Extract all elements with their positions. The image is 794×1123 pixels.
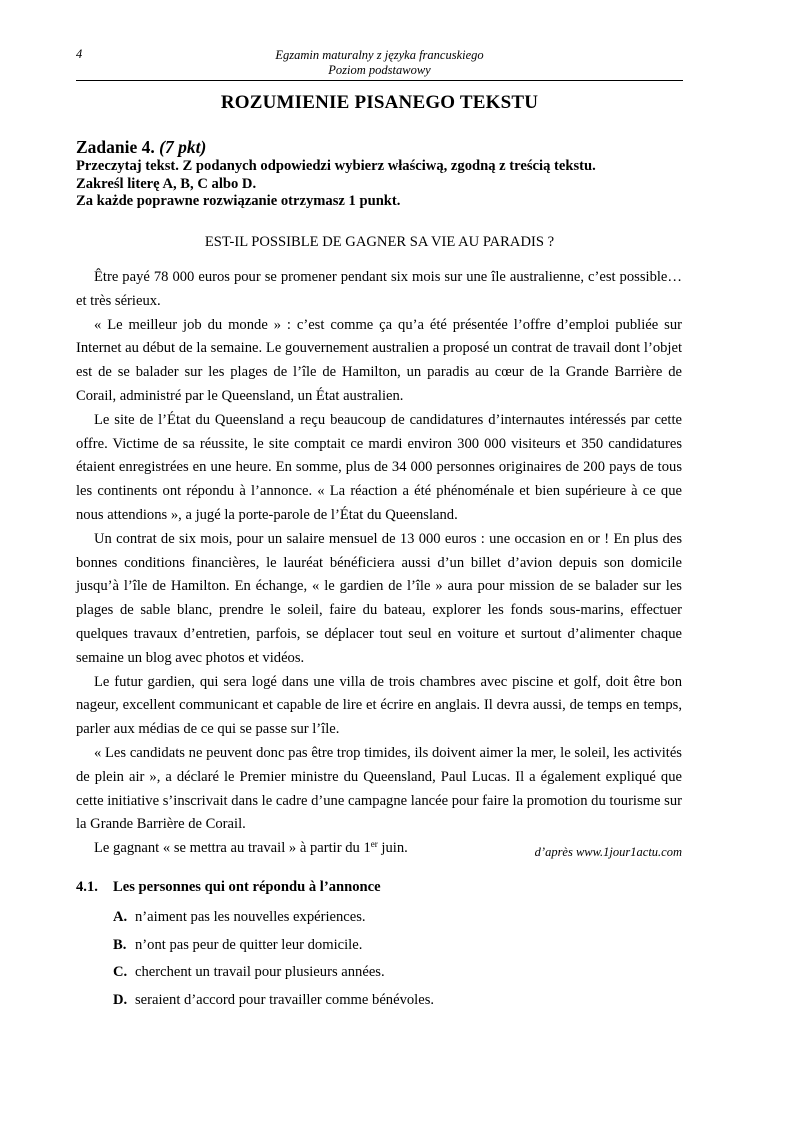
- article-paragraph-6: « Les candidats ne peuvent donc pas être trop timides, ils doivent aimer la mer, le soleil, les activités de plein air », a déclaré le Premier ministre du Queensland, Paul Lucas. Il a également expliqué que cette initiative s’inscrivait dans le cadre d’une campagne lancée pour faire la promotion du tourisme sur la Grande Barrière de Corail.: [76, 744, 682, 833]
- task-points: (7 pkt): [159, 137, 207, 157]
- article-source: d’après www.1jour1actu.com: [534, 845, 682, 859]
- article-paragraph-2: « Le meilleur job du monde » : c’est comme ça qu’a été présentée l’offre d’emploi publiée sur Internet au début de la semaine. Le gouvernement australien a proposé un contrat de travail dont l’objet est de se balader sur les plages de l’île de Hamilton, un paradis au cœur de la Grande Barrière de Corail, administré par le Queensland, un État australien.: [76, 316, 682, 404]
- section-title: ROZUMIENIE PISANEGO TEKSTU: [220, 92, 539, 113]
- option-letter[interactable]: A.: [113, 909, 128, 925]
- option-letter[interactable]: D.: [113, 991, 128, 1008]
- task-instruction-1: Przeczytaj tekst. Z podanych odpowiedzi wybierz właściwą, zgodną z treścią tekstu.: [76, 158, 596, 174]
- option-a[interactable]: [113, 904, 682, 932]
- option-text: n’aiment pas les nouvelles expériences.: [135, 909, 366, 925]
- task-instruction-3: Za każde poprawne rozwiązanie otrzymasz 1 punkt.: [76, 193, 401, 209]
- article-paragraph-1: Être payé 78 000 euros pour se promener pendant six mois sur une île australienne, c’est possible… et très sérieux.: [76, 269, 682, 309]
- task-block: [76, 136, 683, 211]
- task-heading: [76, 136, 683, 158]
- last-line-end: juin.: [377, 840, 408, 857]
- article-title: EST-IL POSSIBLE DE GAGNER SA VIE AU PARADIS ?: [204, 234, 555, 250]
- exam-title-line1: Egzamin maturalny z języka francuskiego: [275, 48, 484, 62]
- task-label: Zadanie 4.: [76, 137, 155, 157]
- task-instruction-2: Zakreśl literę A, B, C albo D.: [76, 175, 257, 192]
- article-paragraph-4: Un contrat de six mois, pour un salaire mensuel de 13 000 euros : une occasion en or ! En plus des bonnes conditions financières, le lauréat bénéficiera aussi d’un billet d’avion depuis son domicile jusqu’à l’île de Hamilton. En échange, « le gardien de l’île » aura pour mission de se balader sur les plages de sable blanc, prendre le soleil, faire du bateau, explorer les fonds sous-marins, effectuer quelques travaux d’entretien, parfois, se déplacer tout seul en voiture et surtout d’alimenter chaque semaine un blog avec photos et vidéos.: [76, 530, 682, 666]
- option-text: cherchent un travail pour plusieurs années.: [135, 964, 385, 980]
- last-line-text: Le gagnant « se mettra au travail » à partir du 1: [94, 840, 371, 857]
- question-stem: [76, 878, 682, 896]
- question-4-1: [76, 878, 682, 1014]
- question-text: Les personnes qui ont répondu à l’annonce: [113, 879, 381, 895]
- exam-title: [76, 48, 683, 78]
- article-paragraph-3: Le site de l’État du Queensland a reçu beaucoup de candidatures d’internautes intéressés par cette offre. Victime de sa réussite, le site comptait ce mardi environ 300 000 visiteurs et 350 candidatures étaient enregistrées en une heure. En somme, plus de 34 000 personnes originaires de 200 pays de tous les continents ont répondu à l’annonce. « La réaction a été phénoménale et bien supérieure à ce que nous attendions », a jugé la porte-parole de l’État du Queensland.: [76, 411, 682, 523]
- page-header: [76, 46, 683, 81]
- option-text: seraient d’accord pour travailler comme bénévoles.: [135, 991, 435, 1008]
- article-paragraph-5: Le futur gardien, qui sera logé dans une villa de trois chambres avec piscine et golf, doit être bon nageur, excellent communicant et capable de lire et écrire en anglais. Il devra aussi, de temps en temps, parler aux médias de ce qui se passe sur l’île.: [76, 673, 682, 738]
- option-letter[interactable]: C.: [113, 964, 128, 980]
- option-b[interactable]: [113, 932, 682, 960]
- option-letter[interactable]: B.: [113, 936, 127, 953]
- page-number: 4: [76, 47, 83, 61]
- answer-options: [76, 904, 682, 1014]
- option-c[interactable]: [113, 959, 682, 987]
- exam-level: Poziom podstawowy: [328, 63, 431, 77]
- ordinal-suffix: er: [370, 839, 378, 850]
- option-d[interactable]: [113, 987, 682, 1015]
- article-body: [76, 266, 682, 861]
- question-number: 4.1.: [76, 879, 98, 895]
- option-text: n’ont pas peur de quitter leur domicile.: [135, 936, 363, 953]
